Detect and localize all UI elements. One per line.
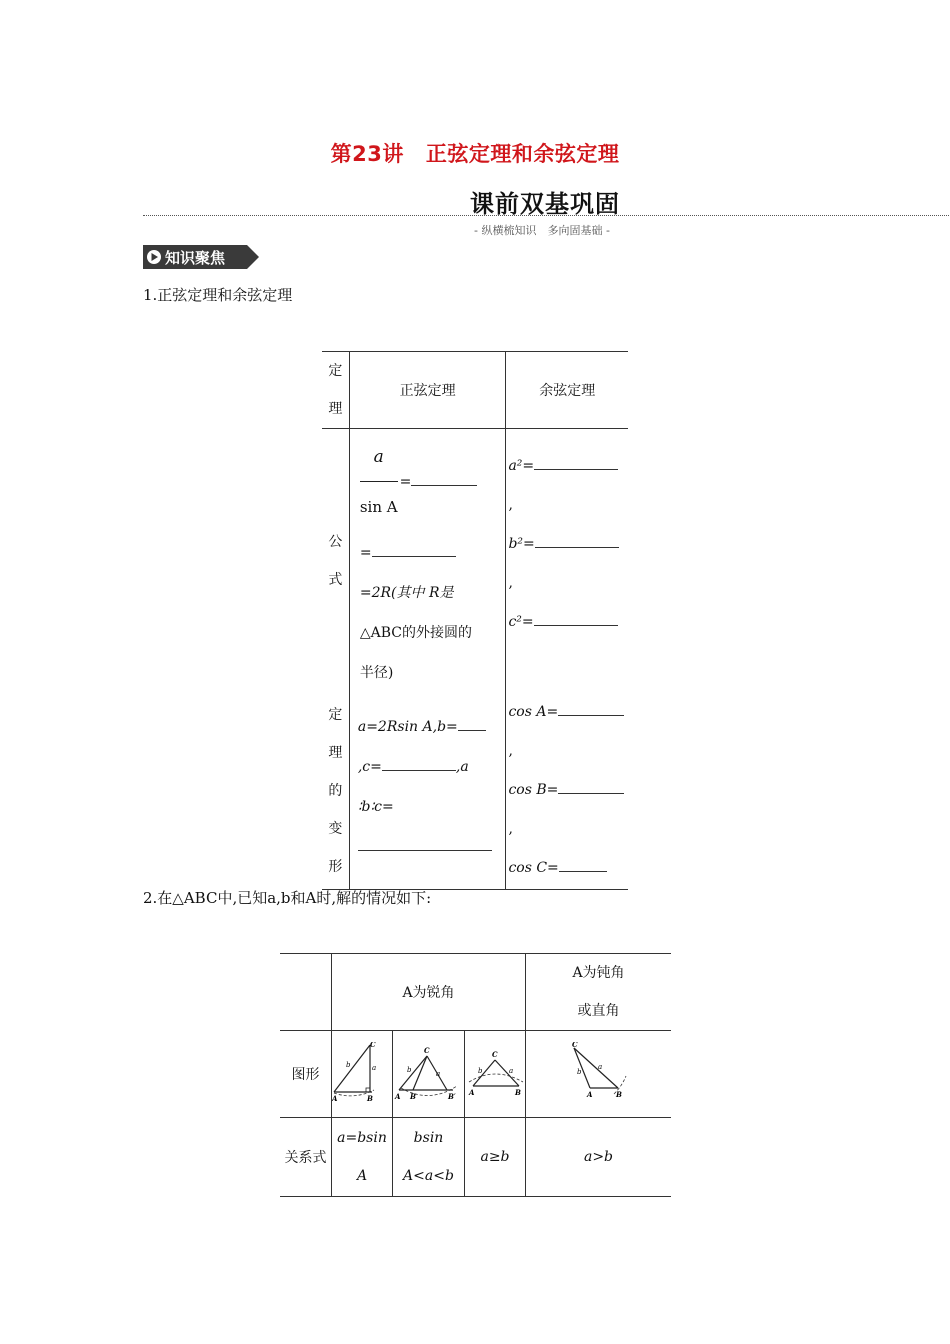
header-obtuse-line2: 或直角 (577, 1003, 620, 1019)
relation-2 (393, 1118, 465, 1197)
cosine-formula-cell (506, 429, 628, 694)
cosB-label: cos B= (508, 782, 559, 798)
comma: , (508, 497, 513, 513)
transform-line2b: ,a (455, 759, 469, 775)
comma: , (508, 743, 513, 759)
item1-heading: 1.正弦定理和余弦定理 (143, 286, 293, 304)
label-C: C (492, 1050, 498, 1059)
relation-2-line2: A<a<b (403, 1168, 454, 1184)
tag-label: 知识聚焦 (165, 249, 226, 267)
triangle-figure-1 (332, 1042, 392, 1102)
label-a: a (598, 1063, 603, 1071)
dotted-divider (143, 215, 949, 216)
comma: , (508, 821, 513, 837)
figure-two-solutions (393, 1031, 465, 1118)
row-transform (322, 693, 349, 889)
row-char: 式 (328, 572, 343, 588)
label-B: B (616, 1090, 622, 1099)
page-title (0, 138, 950, 168)
relation-4 (526, 1118, 672, 1197)
figure-acute-no-solution (465, 1031, 526, 1118)
blank-cosA[interactable] (558, 715, 624, 716)
sine-triangle-text: △ABC的外接圆的 (359, 625, 472, 641)
header-cosine: 余弦定理 (506, 352, 628, 429)
equals-sign: = (399, 474, 412, 490)
triangle-figure-4 (526, 1042, 671, 1102)
knowledge-tag (143, 245, 259, 269)
section-subtitle: - 纵横梳知识 多向固基础 - (474, 224, 610, 237)
blank-ratio[interactable] (358, 850, 492, 851)
equals-sign: = (359, 545, 372, 561)
relation-1 (332, 1118, 393, 1197)
label-C: C (572, 1042, 578, 1049)
label-C: C (370, 1042, 376, 1049)
header-acute: A为锐角 (332, 954, 526, 1031)
label-A: A (332, 1094, 338, 1102)
blank-c2[interactable] (534, 625, 618, 626)
triangle-figure-3 (465, 1042, 525, 1102)
row-char: 公 (328, 534, 343, 550)
lecture-number: 第23讲 (330, 142, 404, 166)
sine-transform-cell (349, 693, 506, 889)
relation-4-text: a>b (583, 1149, 614, 1165)
header-char: 定 (328, 363, 343, 379)
relation-1-line2: A (356, 1168, 368, 1184)
cosine-transform-cell (506, 693, 628, 889)
label-A: A (469, 1088, 475, 1097)
fraction-numerator: a (360, 433, 398, 482)
relation-1-line1: a=bsin (337, 1130, 387, 1146)
sine-formula-cell (349, 429, 506, 694)
label-A: A (395, 1092, 401, 1101)
label-b: b (407, 1066, 412, 1074)
cos-a2: a²= (508, 458, 535, 474)
sine-R-text: =2R(其中 R是 (359, 585, 454, 601)
row-relation-label: 关系式 (280, 1118, 332, 1197)
blank-b2[interactable] (535, 547, 619, 548)
header-theorem (322, 352, 349, 429)
row-figure-label: 图形 (280, 1031, 332, 1118)
sine-radius-text: 半径) (359, 665, 394, 681)
cosC-label: cos C= (508, 860, 559, 876)
cosA-label: cos A= (508, 704, 559, 720)
relation-2-line1: bsin (413, 1130, 444, 1146)
blank-cosC[interactable] (559, 871, 607, 872)
header-char: 理 (328, 401, 343, 417)
label-b: b (346, 1061, 351, 1069)
solutions-table (280, 953, 671, 1197)
label-Bprime: B′ (448, 1092, 456, 1101)
blank-cosB[interactable] (558, 793, 624, 794)
relation-3 (465, 1118, 526, 1197)
transform-line1: a=2Rsin A,b= (357, 719, 458, 735)
section-banner: 课前双基巩固 (470, 190, 620, 218)
label-B: B (515, 1088, 521, 1097)
sine-fraction (360, 433, 398, 531)
header-sine: 正弦定理 (349, 352, 506, 429)
row-char: 的 (328, 782, 343, 799)
label-b: b (577, 1068, 582, 1076)
row-char: 定 (328, 706, 343, 723)
comma: , (508, 575, 513, 591)
label-a: a (509, 1067, 514, 1075)
fraction-denominator: sin A (359, 498, 398, 516)
cos-b2: b²= (508, 536, 535, 552)
item2-heading: 2.在△ABC中,已知a,b和A时,解的情况如下: (143, 889, 432, 907)
label-C: C (424, 1046, 430, 1055)
label-B: B (410, 1092, 416, 1101)
corner-cell (280, 954, 332, 1031)
label-B: B (367, 1094, 373, 1102)
blank-1[interactable] (411, 485, 477, 486)
transform-line3: ∶b∶c= (357, 799, 394, 815)
header-obtuse-line1: A为钝角 (572, 965, 625, 981)
header-obtuse (526, 954, 672, 1031)
figure-one-solution-right (332, 1031, 393, 1118)
label-A: A (587, 1090, 593, 1099)
theorem-table (322, 351, 628, 890)
relation-3-text: a≥b (480, 1149, 510, 1165)
cos-c2: c²= (508, 614, 534, 630)
lecture-title: 正弦定理和余弦定理 (425, 142, 620, 166)
blank-b[interactable] (458, 730, 486, 731)
row-char: 理 (328, 744, 343, 761)
row-char: 形 (328, 858, 343, 875)
blank-c[interactable] (382, 770, 456, 771)
blank-a2[interactable] (534, 469, 618, 470)
figure-obtuse (526, 1031, 672, 1118)
label-a: a (436, 1070, 441, 1078)
label-a: a (372, 1064, 377, 1072)
blank-2[interactable] (372, 556, 456, 557)
transform-line2a: ,c= (357, 759, 382, 775)
row-char: 变 (328, 820, 343, 837)
label-b: b (478, 1067, 483, 1075)
triangle-figure-2 (393, 1042, 464, 1102)
row-formula (322, 429, 349, 694)
